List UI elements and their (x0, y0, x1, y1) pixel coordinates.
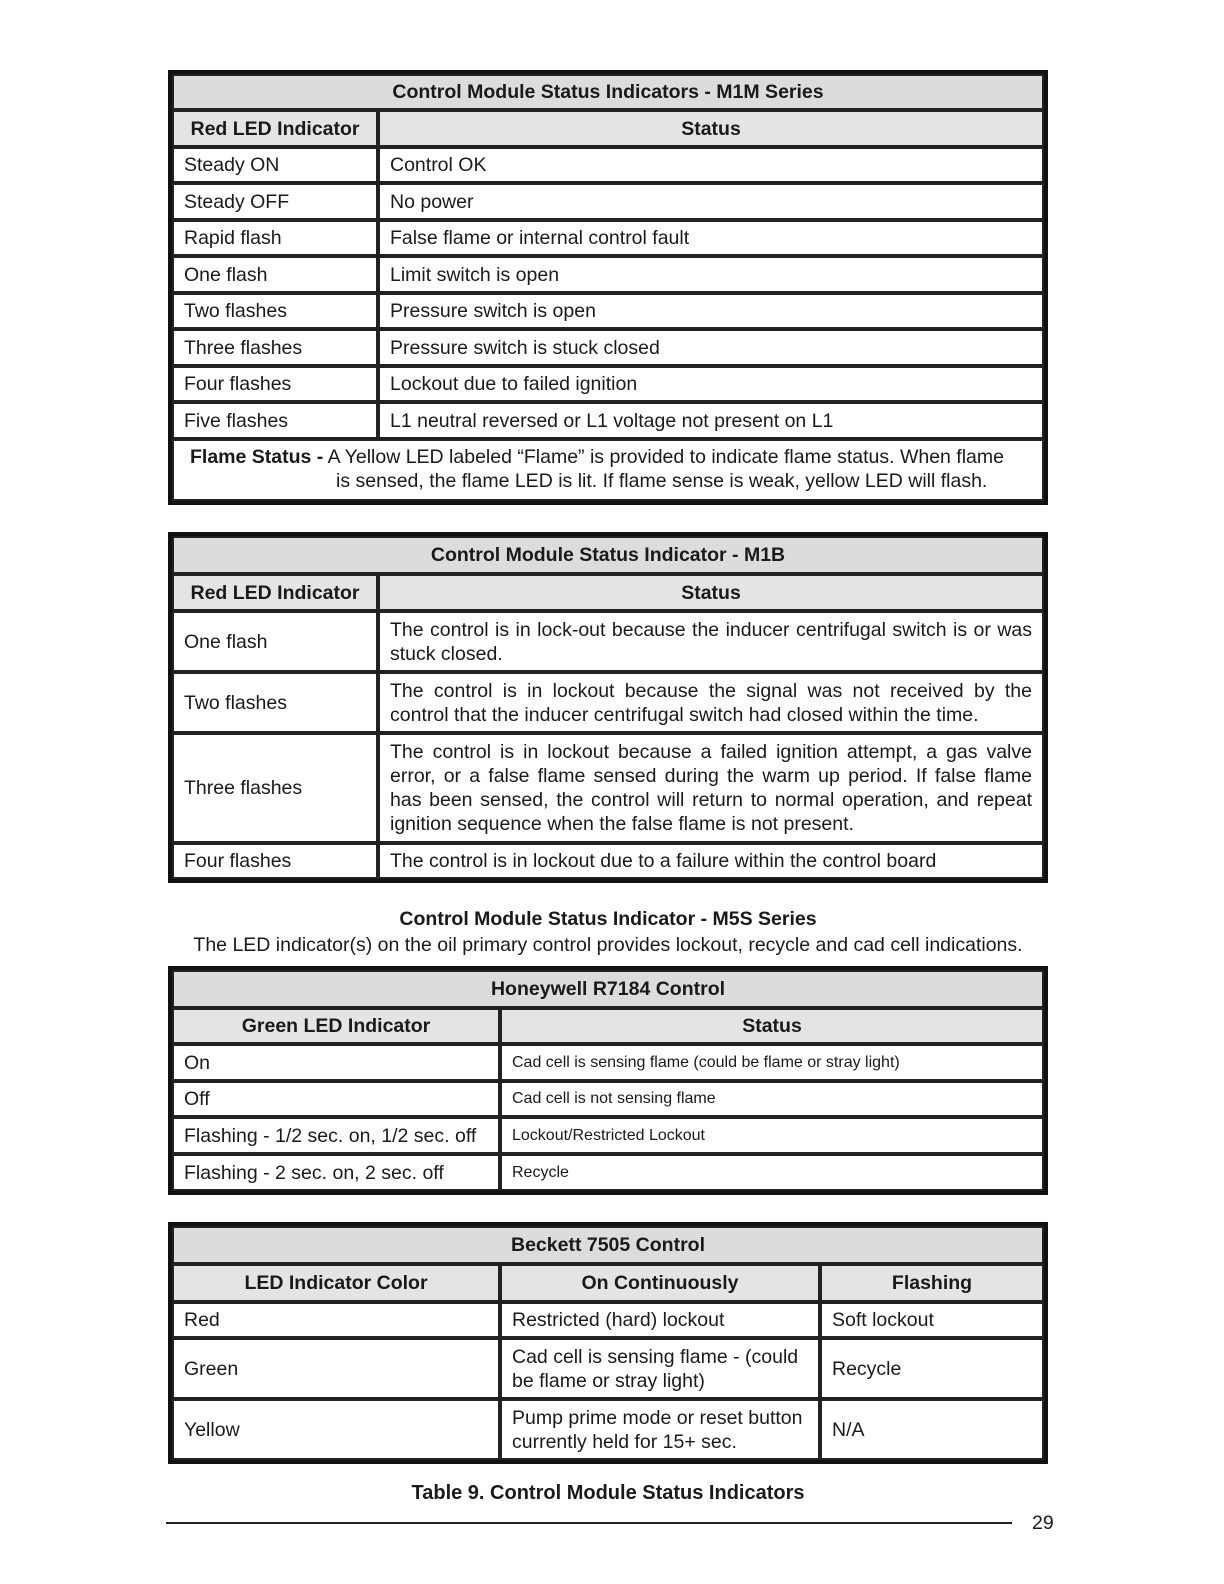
m1m-header-status: Status (378, 110, 1044, 147)
m5s-description: The LED indicator(s) on the oil primary control provides lockout, recycle and cad cell indications. (193, 934, 1023, 956)
honeywell-title: Honeywell R7184 Control (172, 970, 1044, 1008)
table-row (172, 1338, 1044, 1399)
beckett-title: Beckett 7505 Control (172, 1226, 1044, 1264)
m1b-indicator-cell: Four flashes (172, 843, 378, 879)
honeywell-indicator-cell: Flashing - 2 sec. on, 2 sec. off (172, 1154, 500, 1191)
beckett-continuous-cell: Restricted (hard) lockout (500, 1302, 820, 1338)
beckett-color-cell: Green (172, 1338, 500, 1399)
m1m-status-cell: Pressure switch is open (378, 293, 1044, 329)
m1b-title: Control Module Status Indicator - M1B (172, 536, 1044, 574)
table-row (172, 183, 1044, 220)
beckett-continuous-cell: Pump prime mode or reset button currently held for 15+ sec. (500, 1399, 820, 1460)
honeywell-header-indicator: Green LED Indicator (172, 1008, 500, 1044)
beckett-color-cell: Red (172, 1302, 500, 1338)
honeywell-status-cell: Cad cell is sensing flame (could be flame or stray light) (500, 1044, 1044, 1081)
m1m-indicator-cell: Three flashes (172, 329, 378, 366)
m1b-table (168, 532, 1048, 883)
table-row (172, 1399, 1044, 1460)
m1m-indicator-cell: Five flashes (172, 402, 378, 439)
m1m-table (168, 70, 1048, 505)
table-row (172, 329, 1044, 366)
table-row (172, 843, 1044, 879)
table-row (172, 1154, 1044, 1191)
honeywell-table (168, 966, 1048, 1195)
m1b-indicator-cell: Two flashes (172, 672, 378, 733)
m1b-status-cell: The control is in lock-out because the inducer centrifugal switch is or was stuck closed. (378, 611, 1044, 672)
m1m-indicator-cell: Steady ON (172, 147, 378, 183)
honeywell-status-cell: Lockout/Restricted Lockout (500, 1117, 1044, 1154)
honeywell-status-cell: Recycle (500, 1154, 1044, 1191)
table-row (172, 366, 1044, 402)
beckett-color-cell: Yellow (172, 1399, 500, 1460)
beckett-flashing-cell: Recycle (820, 1338, 1044, 1399)
beckett-header-color: LED Indicator Color (172, 1264, 500, 1302)
beckett-continuous-cell: Cad cell is sensing flame - (could be flame or stray light) (500, 1338, 820, 1399)
m1m-indicator-cell: Two flashes (172, 293, 378, 329)
m1m-status-cell: Pressure switch is stuck closed (378, 329, 1044, 366)
beckett-flashing-cell: N/A (820, 1399, 1044, 1460)
table-row (172, 293, 1044, 329)
table-row (172, 733, 1044, 843)
beckett-flashing-cell: Soft lockout (820, 1302, 1044, 1338)
table-row (172, 1081, 1044, 1117)
m1m-status-cell: False flame or internal control fault (378, 220, 1044, 256)
table-row (172, 220, 1044, 256)
flame-status-note (172, 439, 1044, 501)
m1m-status-cell: Limit switch is open (378, 256, 1044, 293)
table-row (172, 1117, 1044, 1154)
m1b-header-indicator: Red LED Indicator (172, 574, 378, 611)
m1b-status-cell: The control is in lockout because a failed ignition attempt, a gas valve error, or a false flame sensed during the warm up period. If false flame has been sensed, the control will return to normal operation, and repeat ignition sequence when the false flame is not present. (378, 733, 1044, 843)
table-row (172, 402, 1044, 439)
m5s-section-title: Control Module Status Indicator - M5S Series (399, 908, 817, 930)
honeywell-indicator-cell: On (172, 1044, 500, 1081)
table-caption: Table 9. Control Module Status Indicators (411, 1482, 805, 1504)
m1m-status-cell: Control OK (378, 147, 1044, 183)
table-row (172, 1044, 1044, 1081)
beckett-header-continuous: On Continuously (500, 1264, 820, 1302)
honeywell-status-cell: Cad cell is not sensing flame (500, 1081, 1044, 1117)
table-row (172, 672, 1044, 733)
flame-status-line2: is sensed, the flame LED is lit. If flame sense is weak, yellow LED will flash. (336, 470, 988, 492)
beckett-header-flashing: Flashing (820, 1264, 1044, 1302)
m1b-header-status: Status (378, 574, 1044, 611)
honeywell-indicator-cell: Flashing - 1/2 sec. on, 1/2 sec. off (172, 1117, 500, 1154)
m1m-status-cell: L1 neutral reversed or L1 voltage not present on L1 (378, 402, 1044, 439)
m1m-indicator-cell: Four flashes (172, 366, 378, 402)
page-number: 29 (1032, 1512, 1054, 1534)
m1b-status-cell: The control is in lockout due to a failure within the control board (378, 843, 1044, 879)
m1b-indicator-cell: Three flashes (172, 733, 378, 843)
m1m-status-cell: No power (378, 183, 1044, 220)
flame-status-label: Flame Status - (190, 446, 324, 468)
table-row (172, 147, 1044, 183)
footer-divider (166, 1522, 1012, 1524)
table-row (172, 611, 1044, 672)
m1b-indicator-cell: One flash (172, 611, 378, 672)
m1m-status-cell: Lockout due to failed ignition (378, 366, 1044, 402)
flame-status-line1: A Yellow LED labeled “Flame” is provided to indicate flame status. When flame (327, 446, 1004, 468)
table-row (172, 1302, 1044, 1338)
table-row (172, 256, 1044, 293)
m1m-indicator-cell: One flash (172, 256, 378, 293)
m1m-header-indicator: Red LED Indicator (172, 110, 378, 147)
m1m-indicator-cell: Steady OFF (172, 183, 378, 220)
beckett-table (168, 1222, 1048, 1464)
m1m-title: Control Module Status Indicators - M1M Series (172, 74, 1044, 110)
honeywell-header-status: Status (500, 1008, 1044, 1044)
m1m-indicator-cell: Rapid flash (172, 220, 378, 256)
honeywell-indicator-cell: Off (172, 1081, 500, 1117)
m1b-status-cell: The control is in lockout because the signal was not received by the control that the inducer centrifugal switch had closed within the time. (378, 672, 1044, 733)
